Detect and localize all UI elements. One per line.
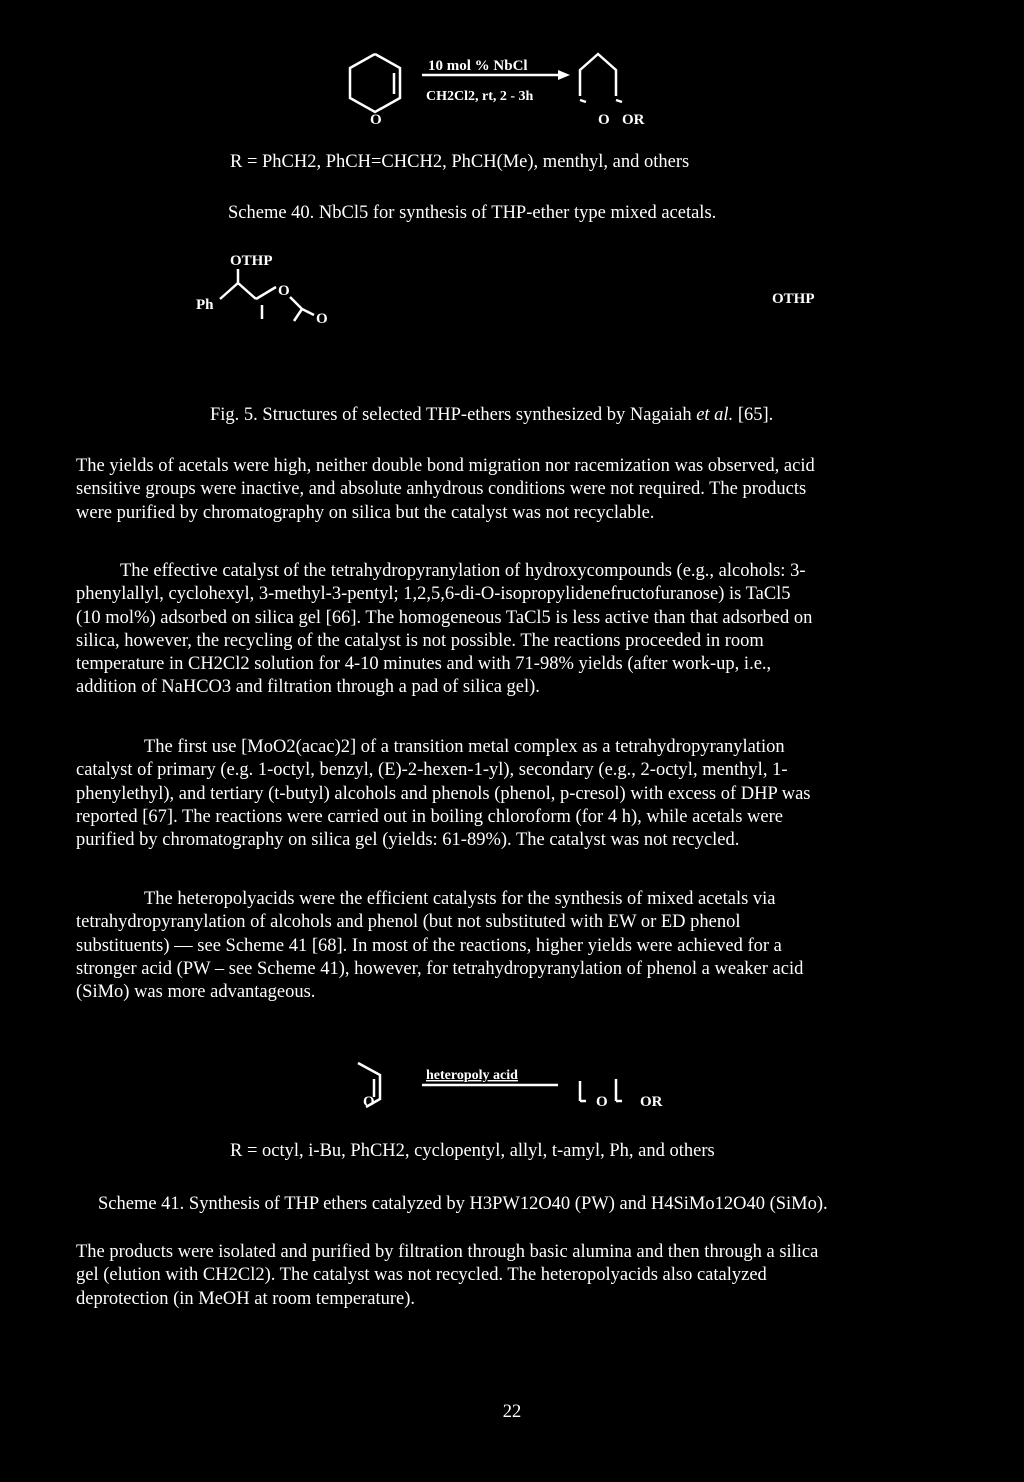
fig5-caption-text: Fig. 5. Structures of selected THP-ethers synthesized by Nagaiah et al. [65]. xyxy=(210,405,774,425)
paragraph-1-line: The yields of acetals were high, neither double bond migration nor racemization was observed, acid xyxy=(76,456,815,476)
paragraph-2 xyxy=(76,560,956,700)
scheme40-caption: Scheme 40. NbCl5 for synthesis of THP-ether type mixed acetals. xyxy=(228,203,717,223)
paragraph-2-line: (10 mol%) adsorbed on silica gel [66]. The homogeneous TaCl5 is less active than that adsorbed on xyxy=(76,607,813,628)
paragraph-4-line: (SiMo) was more advantageous. xyxy=(76,982,316,1003)
paragraph-5 xyxy=(76,1241,956,1311)
paragraph-4 xyxy=(76,888,956,1004)
paragraph-1-line: were purified by chromatography on silica but the catalyst was not recyclable. xyxy=(76,502,655,523)
paragraph-3 xyxy=(76,736,956,852)
scheme40-or-label: OR xyxy=(622,112,645,128)
paragraph-4-line: tetrahydropyranylation of alcohols and phenol (but not substituted with EW or ED phenol xyxy=(76,912,741,933)
fig5-ph-label: Ph xyxy=(196,297,214,313)
scheme41-r-substituents: R = octyl, i-Bu, PhCH2, cyclopentyl, allyl, t-amyl, Ph, and others xyxy=(230,1141,715,1161)
scheme40-r-substituents: R = PhCH2, PhCH=CHCH2, PhCH(Me), menthyl, and others xyxy=(230,152,690,172)
paragraph-2-line: silica, however, the recycling of the catalyst is not possible. The reactions proceeded in room xyxy=(76,630,764,651)
scheme41-arrow-label: heteropoly acid xyxy=(426,1068,518,1083)
scheme-40-drawing xyxy=(330,40,690,140)
paragraph-5-line: The products were isolated and purified by filtration through basic alumina and then through a silica xyxy=(76,1242,819,1262)
paragraph-4-line: stronger acid (PW – see Scheme 41), however, for tetrahydropyranylation of phenol a weaker acid xyxy=(76,958,804,979)
paragraph-2-line: temperature in CH2Cl2 solution for 4-10 minutes and with 71-98% yields (after work-up, i.e., xyxy=(76,654,772,675)
paragraph-3-line: purified by chromatography on silica gel (yields: 61-89%). The catalyst was not recycled. xyxy=(76,830,740,851)
fig5-o1-label: O xyxy=(278,283,290,299)
scheme40-ring-o-left: O xyxy=(370,112,382,128)
paragraph-1-line: sensitive groups were inactive, and absolute anhydrous conditions were not required. The products xyxy=(76,479,807,500)
paragraph-4-line: substituents) — see Scheme 41 [68]. In most of the reactions, higher yields were achieved for a xyxy=(76,935,782,956)
scheme41-caption: Scheme 41. Synthesis of THP ethers catalyzed by H3PW12O40 (PW) and H4SiMo12O40 (SiMo). xyxy=(98,1194,828,1214)
fig5-o2-label: O xyxy=(316,311,328,327)
scheme41-ring-o-right: O xyxy=(596,1094,608,1110)
paragraph-2-line: addition of NaHCO3 and filtration through a pad of silica gel). xyxy=(76,677,540,698)
paragraph-4-line: The heteropolyacids were the efficient catalysts for the synthesis of mixed acetals via xyxy=(144,889,776,909)
paragraph-2-line: phenylallyl, cyclohexyl, 3-methyl-3-pentyl; 1,2,5,6-di-O-isopropylidenefructofuranose) is TaCl5 xyxy=(76,584,791,605)
fig5-drawing xyxy=(190,245,850,330)
scheme-41-drawing xyxy=(340,1055,680,1115)
paragraph-5-line: gel (elution with CH2Cl2). The catalyst was not recycled. The heteropolyacids also catalyzed xyxy=(76,1265,767,1286)
scheme40-arrow-bottom: CH2Cl2, rt, 2 - 3h xyxy=(426,89,534,104)
fig5-caption xyxy=(210,405,773,426)
scheme41-ring-o-left: O xyxy=(363,1094,375,1110)
paragraph-3-line: catalyst of primary (e.g. 1-octyl, benzyl, (E)-2-hexen-1-yl), secondary (e.g., 2-octyl, menthyl, 1- xyxy=(76,760,788,781)
paragraph-3-line: reported [67]. The reactions were carried out in boiling chloroform (for 4 h), while acetals were xyxy=(76,806,784,827)
scheme40-arrow-top: 10 mol % NbCl xyxy=(428,58,528,74)
scheme41-or-label: OR xyxy=(640,1094,663,1110)
paragraph-2-line: The effective catalyst of the tetrahydropyranylation of hydroxycompounds (e.g., alcohols: 3- xyxy=(120,561,806,581)
paragraph-5-line: deprotection (in MeOH at room temperature). xyxy=(76,1288,416,1309)
paragraph-1 xyxy=(76,455,956,525)
paragraph-3-line: phenylethyl), and tertiary (t-butyl) alcohols and phenols (phenol, p-cresol) with excess of DHP was xyxy=(76,783,811,804)
fig5-othp-top: OTHP xyxy=(230,253,273,269)
scheme40-ring-o-right: O xyxy=(598,112,610,128)
paragraph-3-line: The first use [MoO2(acac)2] of a transition metal complex as a tetrahydropyranylation xyxy=(144,737,785,757)
page-number: 22 xyxy=(502,1402,522,1422)
fig5-othp-right: OTHP xyxy=(772,291,815,307)
